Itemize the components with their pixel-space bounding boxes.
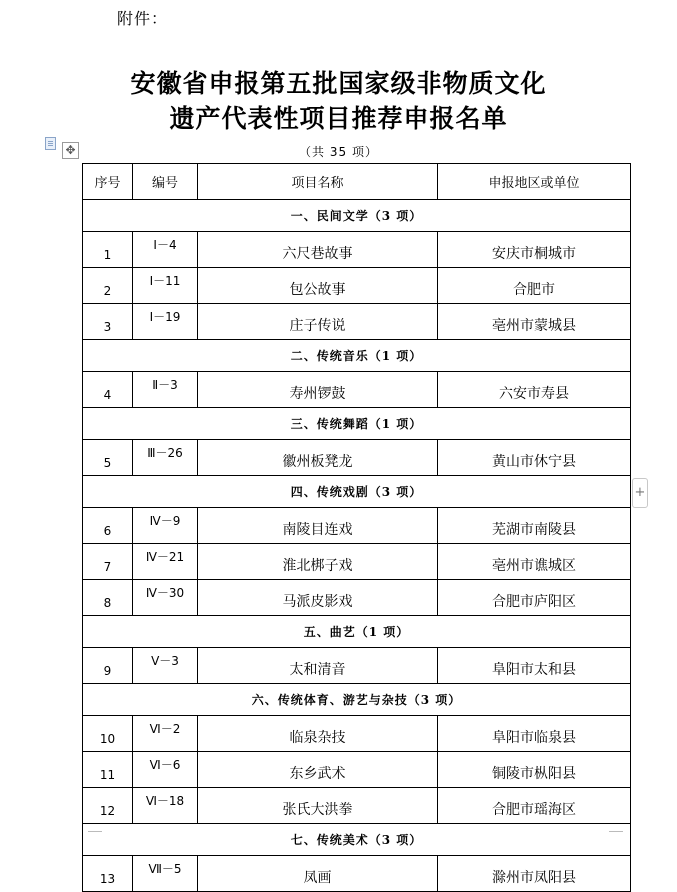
attachment-label: 附件： (117, 9, 169, 28)
code-cell: Ⅵ－6 (133, 752, 198, 788)
region-cell: 合肥市瑶海区 (438, 788, 631, 824)
project-name-cell: 临泉杂技 (198, 716, 438, 752)
project-name-cell: 徽州板凳龙 (198, 440, 438, 476)
project-name-cell: 寿州锣鼓 (198, 372, 438, 408)
serial-cell: 11 (83, 752, 133, 788)
serial-cell: 5 (83, 440, 133, 476)
region-cell: 亳州市谯城区 (438, 544, 631, 580)
table-row (83, 268, 631, 304)
nomination-table (82, 163, 631, 892)
move-handle-icon[interactable]: ✥ (62, 142, 79, 159)
project-name-cell: 包公故事 (198, 268, 438, 304)
code-cell: Ⅳ－21 (133, 544, 198, 580)
region-cell: 安庆市桐城市 (438, 232, 631, 268)
code-cell: Ⅶ－5 (133, 856, 198, 892)
project-name-cell: 太和清音 (198, 648, 438, 684)
region-cell: 六安市寿县 (438, 372, 631, 408)
region-cell: 滁州市凤阳县 (438, 856, 631, 892)
category-row (83, 408, 631, 440)
table-row (83, 508, 631, 544)
serial-cell: 9 (83, 648, 133, 684)
category-row (83, 200, 631, 232)
serial-cell: 1 (83, 232, 133, 268)
code-cell: Ⅵ－2 (133, 716, 198, 752)
category-row (83, 684, 631, 716)
category-label: 七、传统美术（3 项） (83, 824, 631, 856)
table-row (83, 788, 631, 824)
category-label: 六、传统体育、游艺与杂技（3 项） (83, 684, 631, 716)
project-name-cell: 庄子传说 (198, 304, 438, 340)
category-label: 三、传统舞蹈（1 项） (83, 408, 631, 440)
project-name-cell: 南陵目连戏 (198, 508, 438, 544)
region-cell: 阜阳市太和县 (438, 648, 631, 684)
table-row (83, 856, 631, 892)
project-name-cell: 东乡武术 (198, 752, 438, 788)
project-name-cell: 凤画 (198, 856, 438, 892)
table-row (83, 372, 631, 408)
code-cell: Ⅱ－3 (133, 372, 198, 408)
table-row (83, 544, 631, 580)
region-cell: 黄山市休宁县 (438, 440, 631, 476)
header-region: 申报地区或单位 (438, 164, 631, 200)
code-cell: Ⅲ－26 (133, 440, 198, 476)
table-row (83, 648, 631, 684)
category-row (83, 824, 631, 856)
project-name-cell: 马派皮影戏 (198, 580, 438, 616)
table-row (83, 752, 631, 788)
region-cell: 合肥市 (438, 268, 631, 304)
project-name-cell: 六尺巷故事 (198, 232, 438, 268)
region-cell: 阜阳市临泉县 (438, 716, 631, 752)
code-cell: Ⅰ－11 (133, 268, 198, 304)
document-title-line1: 安徽省申报第五批国家级非物质文化 (130, 69, 547, 98)
category-label: 四、传统戏剧（3 项） (83, 476, 631, 508)
serial-cell: 7 (83, 544, 133, 580)
project-name-cell: 淮北梆子戏 (198, 544, 438, 580)
serial-cell: 8 (83, 580, 133, 616)
table-row (83, 304, 631, 340)
category-label: 五、曲艺（1 项） (83, 616, 631, 648)
plus-icon[interactable]: + (632, 478, 648, 508)
serial-cell: 13 (83, 856, 133, 892)
table-row (83, 580, 631, 616)
table-row (83, 716, 631, 752)
total-count: （共 35 项） (299, 145, 378, 159)
table-header-row (83, 164, 631, 200)
table-row (83, 232, 631, 268)
code-cell: Ⅵ－18 (133, 788, 198, 824)
serial-cell: 10 (83, 716, 133, 752)
header-code: 编号 (133, 164, 198, 200)
category-label: 一、民间文学（3 项） (83, 200, 631, 232)
header-serial: 序号 (83, 164, 133, 200)
category-row (83, 340, 631, 372)
code-cell: Ⅰ－19 (133, 304, 198, 340)
region-cell: 合肥市庐阳区 (438, 580, 631, 616)
table-row (83, 440, 631, 476)
code-cell: Ⅳ－30 (133, 580, 198, 616)
project-name-cell: 张氏大洪拳 (198, 788, 438, 824)
document-title-line2: 遗产代表性项目推荐申报名单 (169, 104, 508, 133)
serial-cell: 3 (83, 304, 133, 340)
serial-cell: 4 (83, 372, 133, 408)
code-cell: Ⅰ－4 (133, 232, 198, 268)
header-project-name: 项目名称 (198, 164, 438, 200)
serial-cell: 6 (83, 508, 133, 544)
serial-cell: 2 (83, 268, 133, 304)
code-cell: Ⅳ－9 (133, 508, 198, 544)
category-row (83, 476, 631, 508)
code-cell: Ⅴ－3 (133, 648, 198, 684)
serial-cell: 12 (83, 788, 133, 824)
region-cell: 亳州市蒙城县 (438, 304, 631, 340)
region-cell: 芜湖市南陵县 (438, 508, 631, 544)
region-cell: 铜陵市枞阳县 (438, 752, 631, 788)
category-label: 二、传统音乐（1 项） (83, 340, 631, 372)
category-row (83, 616, 631, 648)
